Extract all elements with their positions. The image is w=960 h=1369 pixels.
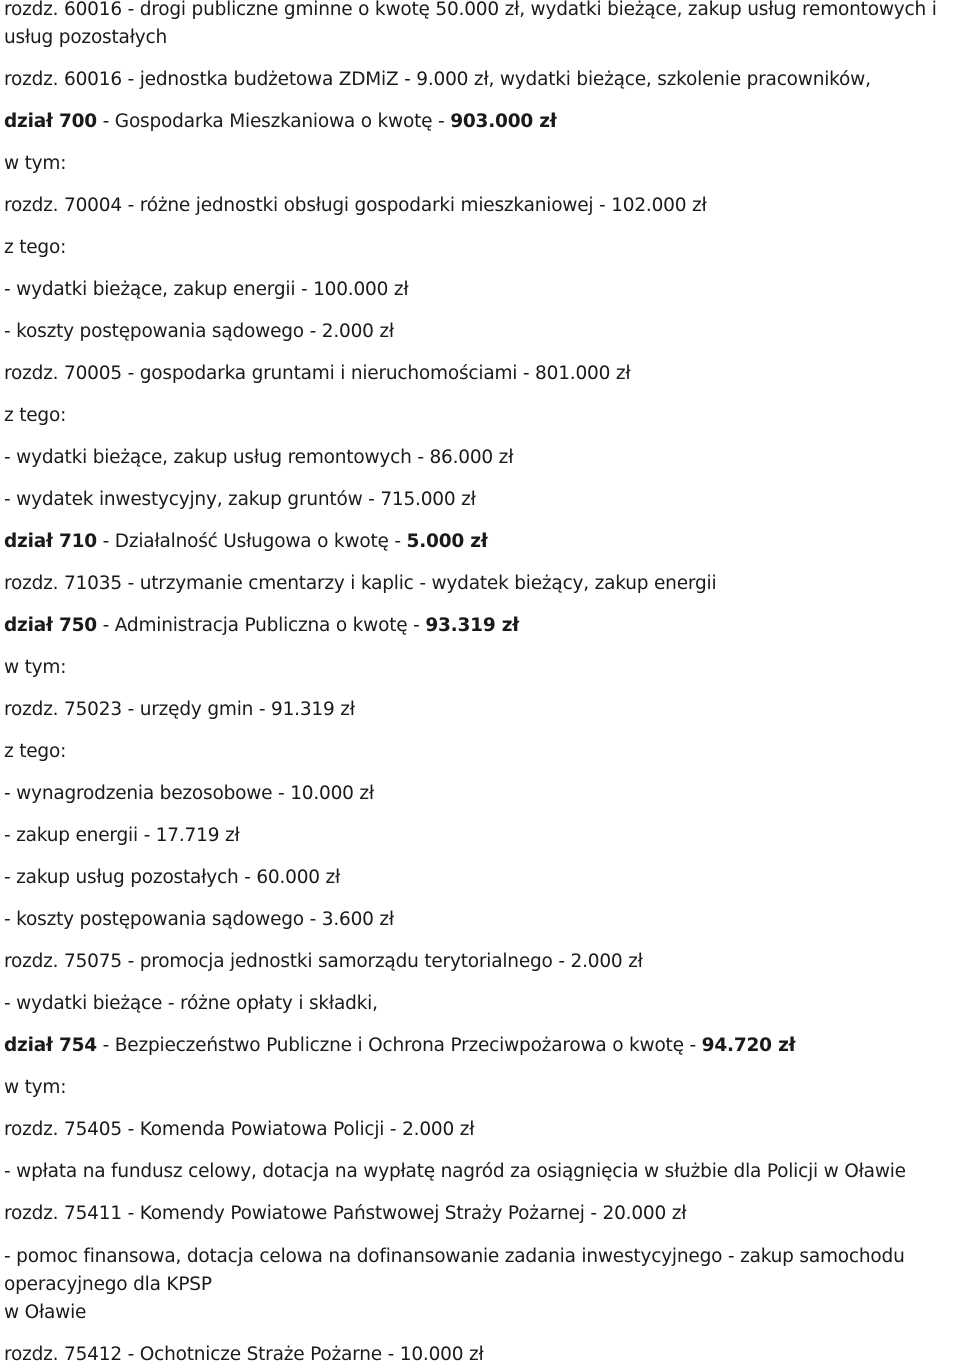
text-line: - wynagrodzenia bezosobowe - 10.000 zł [4,783,374,804]
text-line: - koszty postępowania sądowego - 3.600 zł [4,909,394,930]
section-title: - Administracja Publiczna o kwotę - [96,615,426,636]
section-heading [4,1032,954,1060]
section-number: dział 700 [4,111,97,132]
text-line: w tym: [4,153,67,174]
text-line: z tego: [4,741,67,762]
text-line: - zakup usług pozostałych - 60.000 zł [4,867,341,888]
text-line: - pomoc finansowa, dotacja celowa na dofinansowanie zadania inwestycyjnego - zakup samochodu operacyjnego dla KPSP [4,1246,905,1295]
text-line: rozdz. 75412 - Ochotnicze Straże Pożarne - 10.000 zł [4,1344,484,1365]
section-heading [4,528,954,556]
section-title: - Działalność Usługowa o kwotę - [96,531,407,552]
text-line: rozdz. 60016 - jednostka budżetowa ZDMiZ - 9.000 zł, wydatki bieżące, szkolenie pracowników, [4,69,871,90]
text-line: rozdz. 75075 - promocja jednostki samorządu terytorialnego - 2.000 zł [4,951,643,972]
section-heading [4,612,954,640]
text-line: w tym: [4,1077,67,1098]
section-title: - Gospodarka Mieszkaniowa o kwotę - [96,111,451,132]
text-line: rozdz. 75023 - urzędy gmin - 91.319 zł [4,699,355,720]
text-line: - wydatki bieżące - różne opłaty i składki, [4,993,378,1014]
section-amount: 93.319 zł [425,615,519,636]
section-title: - Bezpieczeństwo Publiczne i Ochrona Przeciwpożarowa o kwotę - [96,1035,702,1056]
text-line: - wydatek inwestycyjny, zakup gruntów - 715.000 zł [4,489,476,510]
text-line: z tego: [4,405,67,426]
section-amount: 94.720 zł [701,1035,796,1056]
text-line: rozdz. 60016 - drogi publiczne gminne o kwotę 50.000 zł, wydatki bieżące, zakup usług remontowych i usług pozostałych [4,0,937,48]
text-line: w tym: [4,657,67,678]
section-amount: 5.000 zł [406,531,488,552]
text-line: - wpłata na fundusz celowy, dotacja na wypłatę nagród za osiągnięcia w służbie dla Policji w Oławie [4,1161,906,1182]
section-number: dział 750 [4,615,97,636]
text-line: w Oławie [4,1302,87,1323]
text-line: rozdz. 75405 - Komenda Powiatowa Policji - 2.000 zł [4,1119,475,1140]
text-line: - koszty postępowania sądowego - 2.000 zł [4,321,394,342]
text-line: - wydatki bieżące, zakup usług remontowych - 86.000 zł [4,447,514,468]
text-line: - zakup energii - 17.719 zł [4,825,240,846]
section-heading [4,108,954,136]
section-amount: 903.000 zł [450,111,557,132]
text-line: - wydatki bieżące, zakup energii - 100.000 zł [4,279,409,300]
section-number: dział 754 [4,1035,97,1056]
text-line: rozdz. 75411 - Komendy Powiatowe Państwowej Straży Pożarnej - 20.000 zł [4,1203,687,1224]
text-line: rozdz. 71035 - utrzymanie cmentarzy i kaplic - wydatek bieżący, zakup energii [4,573,717,594]
text-line: rozdz. 70005 - gospodarka gruntami i nieruchomościami - 801.000 zł [4,363,631,384]
section-number: dział 710 [4,531,97,552]
text-line: rozdz. 70004 - różne jednostki obsługi gospodarki mieszkaniowej - 102.000 zł [4,195,707,216]
text-line: z tego: [4,237,67,258]
